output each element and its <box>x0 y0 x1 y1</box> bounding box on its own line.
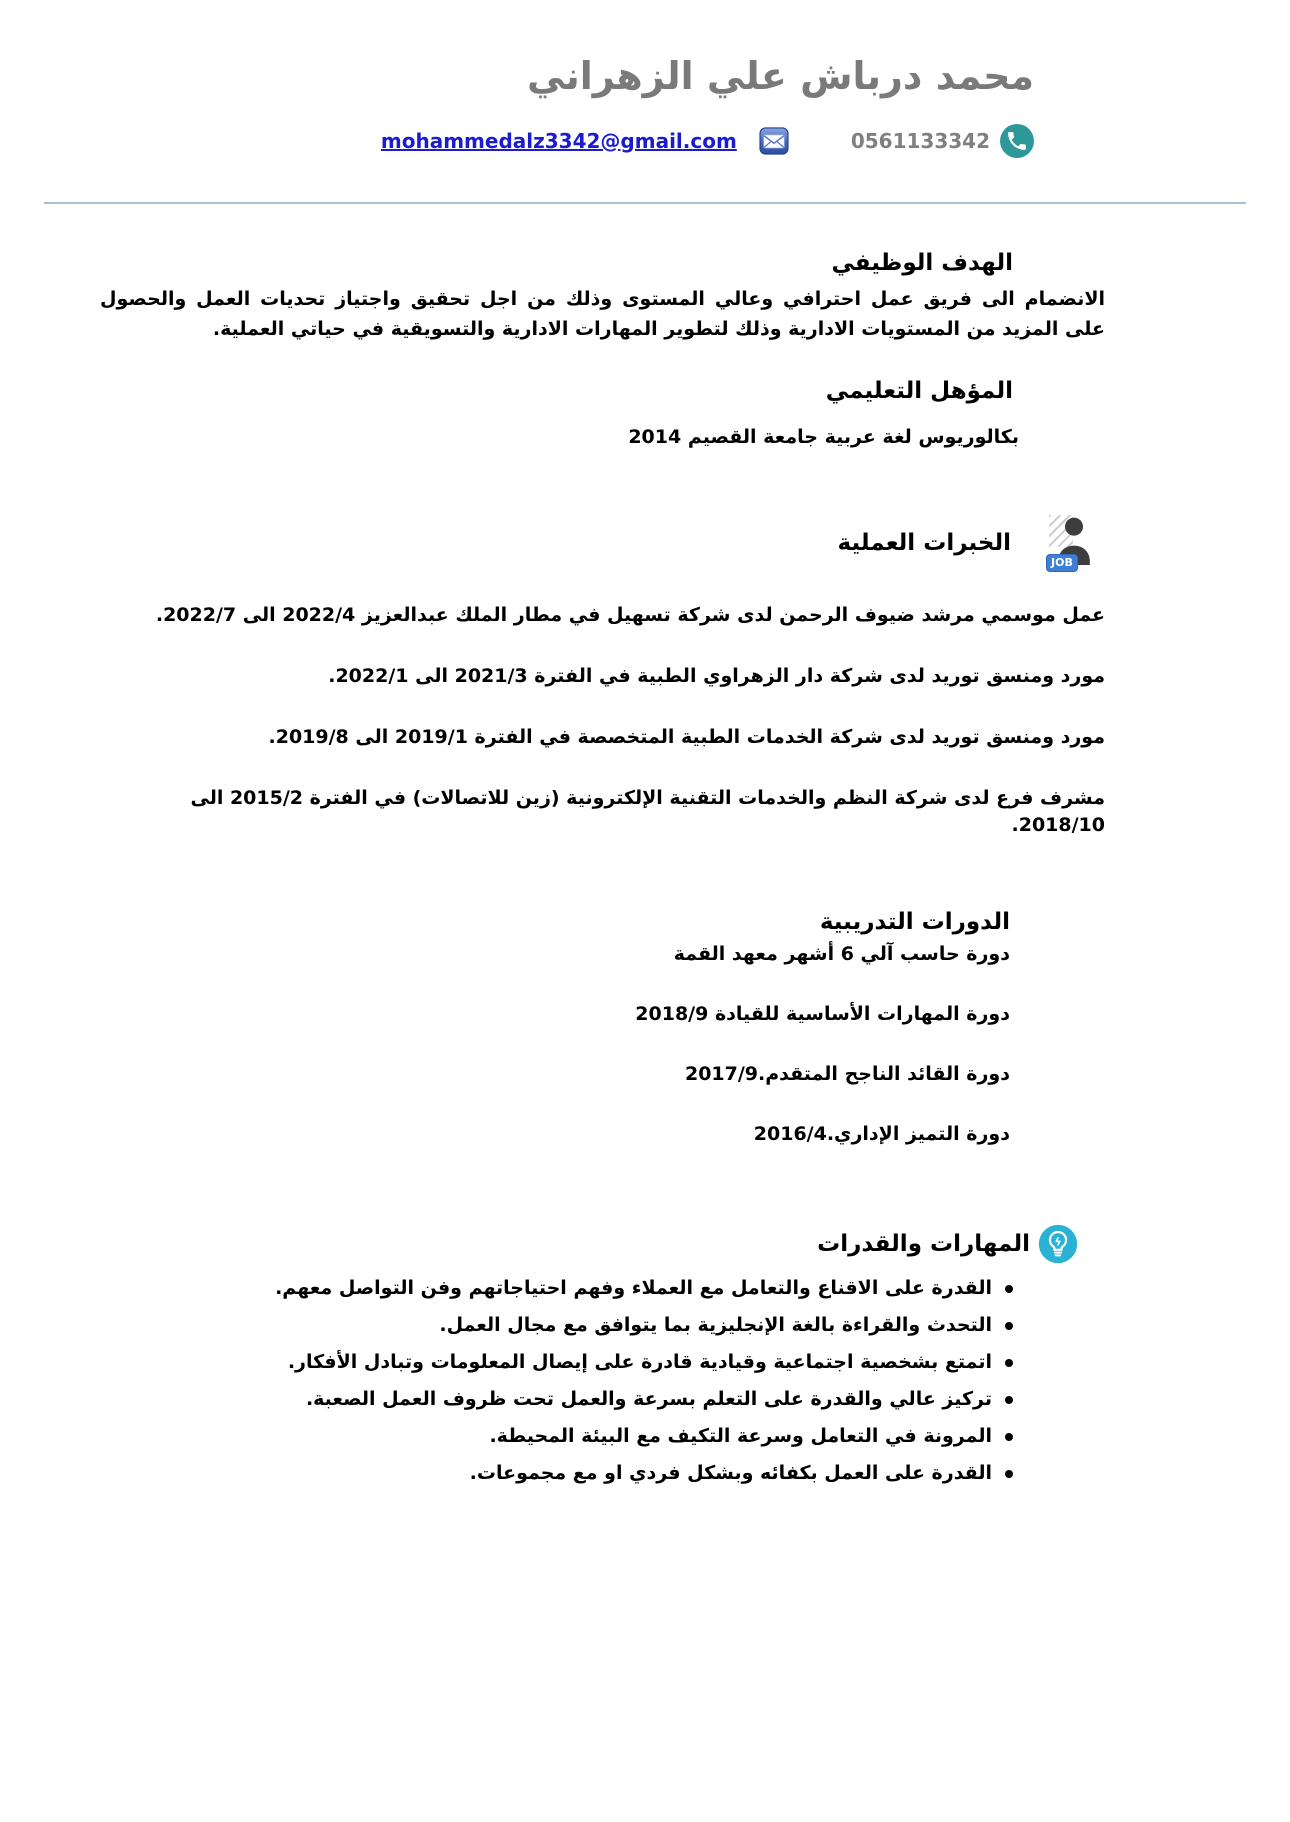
skill-text: اتمتع بشخصية اجتماعية وقيادية قادرة على إيصال المعلومات وتبادل الأفكار. <box>287 1351 992 1373</box>
skill-item <box>100 1311 1013 1339</box>
skill-text: القدرة على الاقناع والتعامل مع العملاء وفهم احتياجاتهم وفن التواصل معهم. <box>275 1277 992 1299</box>
experience-item: عمل موسمي مرشد ضيوف الرحمن لدى شركة تسهيل في مطار الملك عبدالعزيز 2022/4 الى 2022/7. <box>155 604 1105 626</box>
envelope-icon <box>759 127 789 155</box>
experience-item: مورد ومنسق توريد لدى شركة دار الزهراوي الطبية في الفترة 2021/3 الى 2022/1. <box>328 665 1105 687</box>
experience-item: مشرف فرع لدى شركة النظم والخدمات التقنية الإلكترونية (زين للاتصالات) في الفترة 2015/2 الى 2018/10. <box>190 787 1105 836</box>
job-person-icon <box>1049 514 1095 572</box>
phone-number: 0561133342 <box>850 129 990 153</box>
section-title-education: المؤهل التعليمي <box>825 378 1013 404</box>
section-title-courses: الدورات التدريبية <box>819 909 1010 935</box>
course-item: دورة حاسب آلي 6 أشهر معهد القمة <box>673 943 1010 965</box>
email-link[interactable]: mohammedalz3342@gmail.com <box>380 129 737 153</box>
skill-text: تركيز عالي والقدرة على التعلم بسرعة والعمل تحت ظروف العمل الصعبة. <box>305 1388 992 1410</box>
bullet-icon <box>1005 1433 1013 1441</box>
bullet-icon <box>1005 1322 1013 1330</box>
divider-line <box>44 202 1246 204</box>
skill-text: القدرة على العمل بكفائه وبشكل فردي او مع مجموعات. <box>469 1462 992 1484</box>
job-badge: JOB <box>1046 554 1078 572</box>
skill-item <box>100 1274 1013 1302</box>
experience-item: مورد ومنسق توريد لدى شركة الخدمات الطبية المتخصصة في الفترة 2019/1 الى 2019/8. <box>268 726 1105 748</box>
section-title-objective: الهدف الوظيفي <box>831 250 1013 276</box>
bullet-icon <box>1005 1359 1013 1367</box>
phone-icon <box>1000 124 1034 158</box>
course-item: دورة المهارات الأساسية للقيادة 2018/9 <box>635 1003 1010 1025</box>
skill-text: التحدث والقراءة بالغة الإنجليزية بما يتوافق مع مجال العمل. <box>439 1314 992 1336</box>
bullet-icon <box>1005 1396 1013 1404</box>
education-entry: بكالوريوس لغة عربية جامعة القصيم 2014 <box>628 426 1019 448</box>
course-item: دورة القائد الناجح المتقدم.2017/9 <box>684 1063 1010 1085</box>
resume-content <box>0 250 1290 1487</box>
bullet-icon <box>1005 1285 1013 1293</box>
objective-text: الانضمام الى فريق عمل احترافي وعالي المستوى وذلك من اجل تحقيق واجتياز تحديات العمل والحصول على المزيد من المستويات الادارية وذلك لتطوير المهارات الادارية والتسويقية في حياتي العملية. <box>100 288 1105 340</box>
skill-item <box>100 1422 1013 1450</box>
skill-item <box>100 1348 1013 1376</box>
contact-row <box>0 124 1290 158</box>
skill-text: المرونة في التعامل وسرعة التكيف مع البيئة المحيطة. <box>489 1425 992 1447</box>
candidate-name: محمد درباش علي الزهراني <box>527 54 1034 98</box>
skill-item <box>100 1385 1013 1413</box>
lightbulb-icon <box>1038 1224 1078 1264</box>
bullet-icon <box>1005 1470 1013 1478</box>
section-title-skills: المهارات والقدرات <box>817 1231 1030 1257</box>
skills-list <box>100 1274 1013 1487</box>
section-heading-experience <box>100 514 1095 572</box>
section-heading-skills <box>100 1222 1078 1266</box>
skill-item <box>100 1459 1013 1487</box>
section-title-experience: الخبرات العملية <box>837 530 1011 556</box>
course-item: دورة التميز الإداري.2016/4 <box>753 1123 1010 1145</box>
